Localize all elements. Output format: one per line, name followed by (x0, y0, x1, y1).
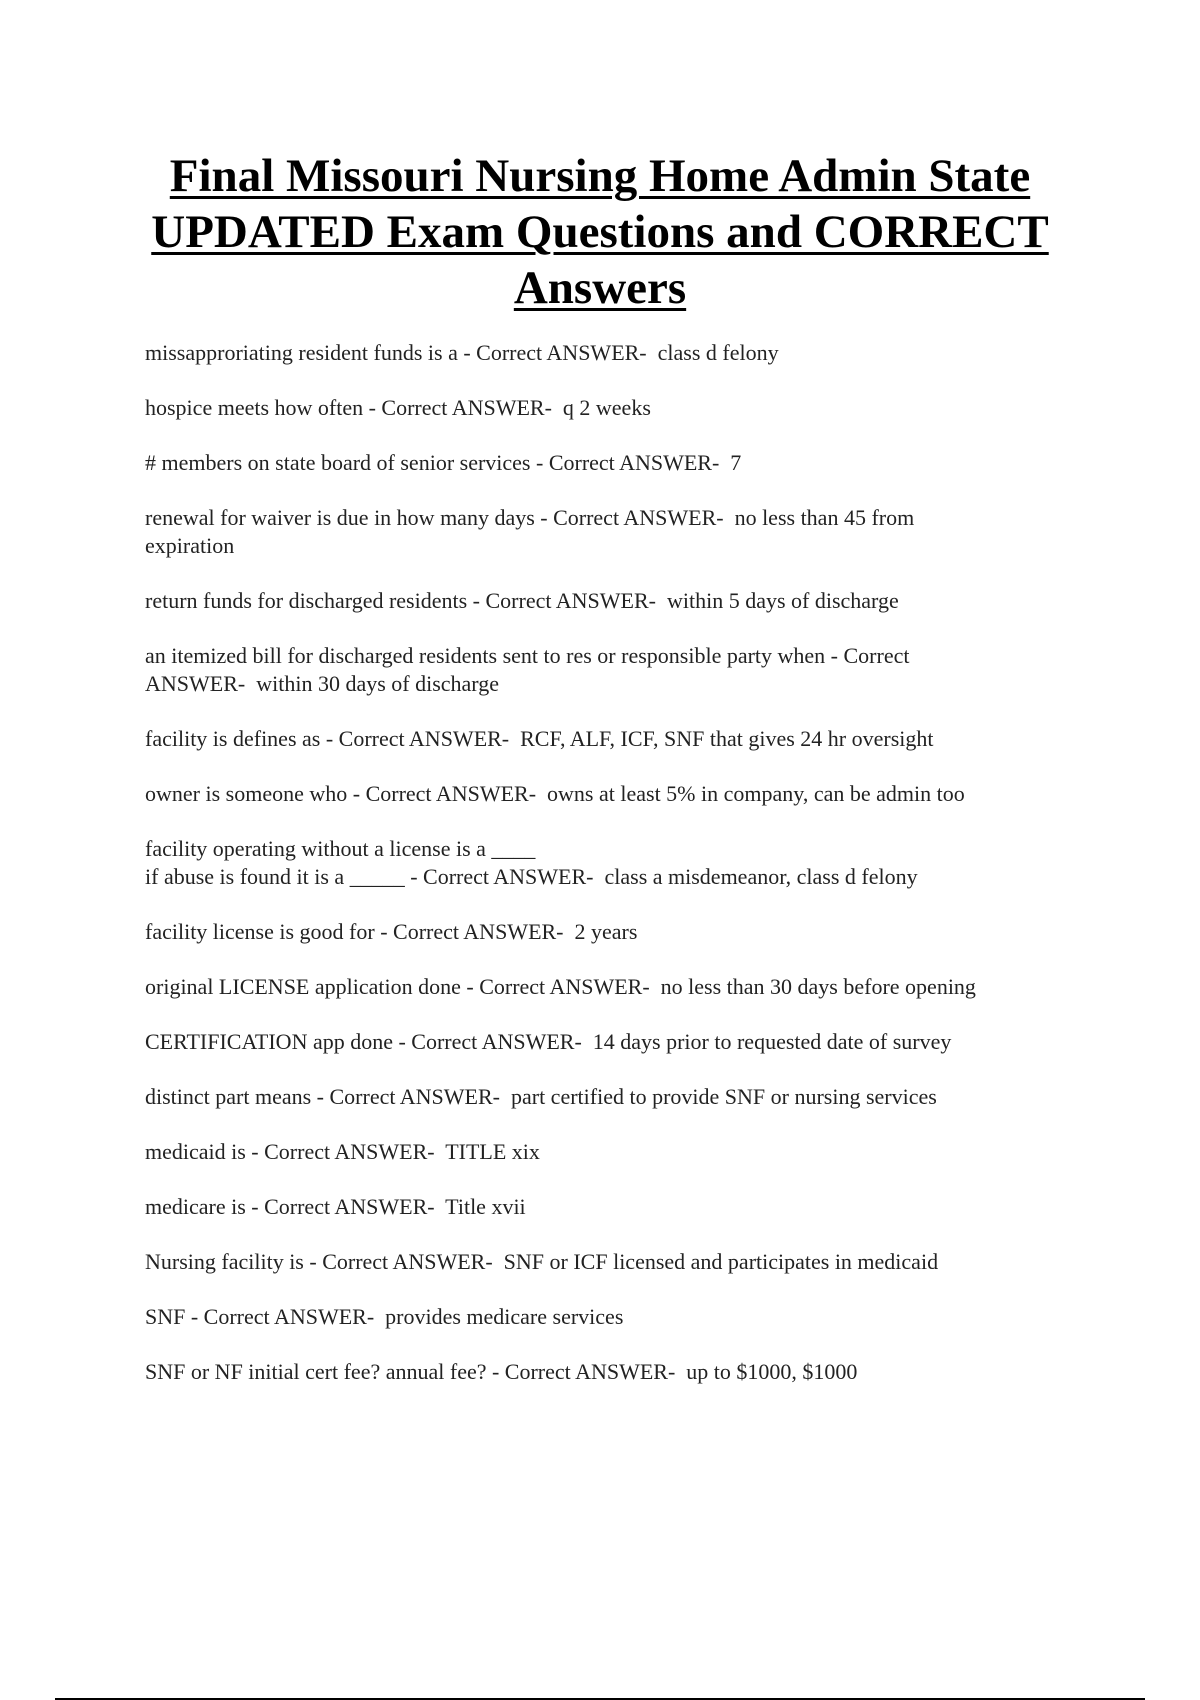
qa-item: missapproriating resident funds is a - Correct ANSWER- class d felony (145, 340, 779, 365)
qa-item: facility license is good for - Correct ANSWER- 2 years (145, 919, 638, 944)
qa-item: medicaid is - Correct ANSWER- TITLE xix (145, 1139, 540, 1164)
qa-item: renewal for waiver is due in how many days - Correct ANSWER- no less than 45 from expiration (145, 505, 915, 558)
document-title (100, 148, 1100, 316)
title-line: UPDATED Exam Questions and CORRECT (151, 206, 1049, 258)
qa-item: original LICENSE application done - Correct ANSWER- no less than 30 days before opening (145, 974, 976, 999)
qa-item: distinct part means - Correct ANSWER- part certified to provide SNF or nursing services (145, 1084, 937, 1109)
qa-item: an itemized bill for discharged residents sent to res or responsible party when - Correct ANSWER- within 30 days of discharge (145, 643, 910, 696)
qa-item: Nursing facility is - Correct ANSWER- SNF or ICF licensed and participates in medicaid (145, 1249, 939, 1274)
qa-item: facility operating without a license is a ____ if abuse is found it is a _____ - Correct ANSWER- class a misdemeanor, class d felony (145, 836, 918, 889)
title-line: Final Missouri Nursing Home Admin State (169, 150, 1031, 202)
qa-item: facility is defines as - Correct ANSWER- RCF, ALF, ICF, SNF that gives 24 hr oversight (145, 726, 934, 751)
qa-item: owner is someone who - Correct ANSWER- owns at least 5% in company, can be admin too (145, 781, 965, 806)
qa-list (145, 339, 1075, 1413)
qa-item: SNF or NF initial cert fee? annual fee? - Correct ANSWER- up to $1000, $1000 (145, 1359, 858, 1384)
qa-item: medicare is - Correct ANSWER- Title xvii (145, 1194, 526, 1219)
qa-item: # members on state board of senior services - Correct ANSWER- 7 (145, 450, 742, 475)
qa-item: SNF - Correct ANSWER- provides medicare services (145, 1304, 624, 1329)
qa-item: hospice meets how often - Correct ANSWER- q 2 weeks (145, 395, 651, 420)
title-line: Answers (513, 262, 687, 314)
qa-item: return funds for discharged residents - Correct ANSWER- within 5 days of discharge (145, 588, 899, 613)
qa-item: CERTIFICATION app done - Correct ANSWER- 14 days prior to requested date of survey (145, 1029, 952, 1054)
